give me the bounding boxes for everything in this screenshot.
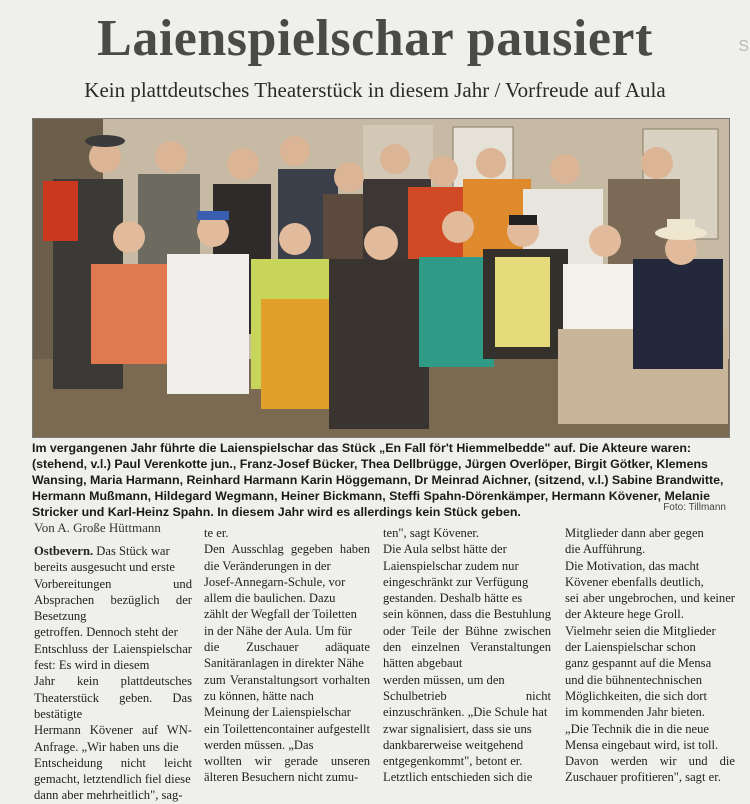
column-line: getroffen. Dennoch steht der [34, 625, 178, 640]
column-line: eingeschränkt zur Verfügung [383, 574, 529, 589]
column-line: Josef-Annegarn-Schule, vor [204, 574, 346, 589]
column-line: Entschluss der Laienspielschar fest: Es wird in diesem [34, 641, 192, 673]
column-line: Vielmehr seien die Mitglieder [565, 623, 716, 638]
column-line: Kövener ebenfalls deutlich, [565, 574, 704, 589]
column-line: Den Ausschlag gegeben haben die Veränderungen in der [204, 542, 370, 573]
column-line: und die bühnentechnischen [565, 672, 703, 687]
column-line: Jahr kein plattdeutsches Theaterstück geben. Das bestätigte [34, 674, 192, 721]
column-line: in der Nähe der Aula. Um für [204, 623, 352, 638]
column-line: zwar signalisiert, dass sie uns [383, 721, 532, 736]
group-photo [32, 118, 730, 438]
column-line: te er. [204, 526, 229, 540]
adjacent-page-fragment: S [738, 38, 750, 55]
column-line: bereits ausgesucht und erste [34, 560, 175, 575]
column-line: Mitglieder dann aber gegen [565, 526, 704, 540]
group-photo-illustration [33, 119, 729, 437]
column-line: ten", sagt Kövener. [383, 526, 480, 540]
column-line: dankbarerweise weitgehend [383, 737, 524, 752]
column-line: dann aber mehrheitlich", sag- [34, 788, 183, 803]
dateline: Ostbevern. [34, 544, 94, 558]
column-line: werden müssen, um den [383, 672, 505, 687]
column-line: Mensa eingebaut wird, ist toll. [565, 737, 719, 752]
column-line: wollten wir gerade unseren älteren Besuchern nicht zumu- [204, 754, 370, 785]
subheadline: Kein plattdeutsches Theaterstück in diesem Jahr / Vorfreude auf Aula [84, 78, 666, 102]
column-line: Möglichkeiten, die sich dort [565, 688, 707, 703]
photo-credit: Foto: Tillmann [663, 502, 726, 513]
article-column-2 [204, 525, 370, 786]
column-line: Meinung der Laienspielschar [204, 705, 351, 720]
photo-caption: Im vergangenen Jahr führte die Laienspielschar das Stück „En Fall för't Hiemmelbedde" auf. Die Akteure waren: (stehend, v.l.) Paul Verenkotte jun., Franz-Josef Bücker, Thea Dellbrügge, Jürgen Overlöper, Birgit Götker, Klemens Wansing, Maria Harmann, Reinhard Harmann Karin Höggemann, Dr Meinrad Aichner, (sitzend, v.l.) Sabine Brandwitte, Hermann Mußmann, Hildegard Wegmann, Heiner Bickmann, Steffi Spahn-Dörenkämper, Hermann Kövener, Melanie Stricker und Karl-Heinz Spahn. In diesem Jahr wird es allerdings kein Stück geben. [32, 441, 724, 519]
column-line: der Laienspielschar schon [565, 640, 696, 655]
column-line: zählt der Wegfall der Toiletten [204, 607, 357, 622]
column-line: die Aufführung. [565, 542, 646, 557]
column-line: Entscheidung nicht leicht gemacht, letztendlich fiel diese [34, 755, 192, 787]
column-line: gestanden. Deshalb hätte es [383, 591, 523, 606]
column-line: ganz gespannt auf die Mensa [565, 656, 712, 671]
column-line: im kommenden Jahr bieten. [565, 705, 705, 720]
column-line: „Die Technik die in die neue [565, 721, 710, 736]
column-line: Hermann Kövener auf WN-Anfrage. „Wir haben uns die [34, 723, 192, 754]
column-line: die Zuschauer adäquate Sanitäranlagen in direkter Nähe [204, 640, 370, 671]
author-byline: Von A. Große Hüttmann [34, 520, 161, 535]
column-line: Letztlich entschieden sich die [383, 770, 533, 785]
column-line: Ostbevern. Das Stück war [34, 544, 170, 558]
column-line: sein können, dass die Bestuhlung oder Teile der Bühne zwischen den einzelnen Veranstaltungen hätten abgebaut [383, 607, 551, 671]
column-line: Die Motivation, das macht [565, 558, 700, 573]
column-line: Vorbereitungen und Absprachen bezüglich der Besetzung [34, 576, 192, 624]
article-column-1 [34, 543, 192, 804]
column-line: entgegenkommt", betont er. [383, 754, 523, 769]
column-line: ein Toilettencontainer aufgestellt werden müssen. „Das [204, 721, 370, 752]
column-line: allem die baulichen. Dazu [204, 591, 336, 606]
article-column-3 [383, 525, 551, 786]
column-line: Laienspielschar zudem nur [383, 558, 519, 573]
column-line: Die Aula selbst hätte der [383, 542, 507, 557]
column-line: Davon werden wir und die Zuschauer profitieren", sagt er. [565, 754, 735, 785]
column-line: sei aber ungebrochen, und keiner der Akteure hege Groll. [565, 591, 735, 622]
column-line: Schulbetrieb nicht einzuschränken. „Die Schule hat [383, 688, 551, 720]
article-column-4 [565, 525, 735, 786]
headline: Laienspielschar pausiert [97, 10, 653, 67]
column-line: zum Veranstaltungsort vorhalten zu können, hätte nach [204, 672, 370, 703]
